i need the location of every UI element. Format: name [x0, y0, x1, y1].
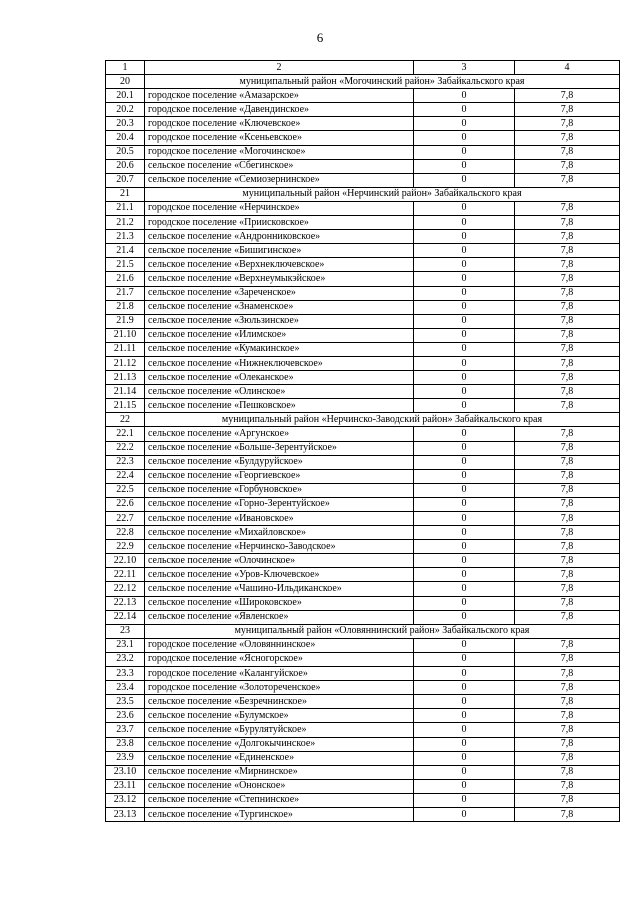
settlement-name-cell: городское поселение «Амазарское» [145, 89, 414, 103]
table-row [106, 272, 620, 286]
table-row [106, 709, 620, 723]
table-header-row [106, 61, 620, 75]
row-number-cell: 23.13 [106, 807, 145, 821]
row-number-cell: 23.10 [106, 765, 145, 779]
table-row [106, 540, 620, 554]
settlement-name-cell: сельское поселение «Семиозернинское» [145, 173, 414, 187]
value-cell-3: 0 [414, 638, 515, 652]
value-cell-3: 0 [414, 483, 515, 497]
value-cell-3: 0 [414, 723, 515, 737]
settlement-name-cell: сельское поселение «Олинское» [145, 385, 414, 399]
table-row [106, 483, 620, 497]
value-cell-3: 0 [414, 103, 515, 117]
value-cell-3: 0 [414, 582, 515, 596]
table-row [106, 356, 620, 370]
value-cell-4: 7,8 [515, 568, 620, 582]
value-cell-4: 7,8 [515, 117, 620, 131]
settlement-name-cell: сельское поселение «Илимское» [145, 328, 414, 342]
settlement-name-cell: сельское поселение «Олочинское» [145, 554, 414, 568]
value-cell-4: 7,8 [515, 469, 620, 483]
table-row [106, 371, 620, 385]
row-number-cell: 21.9 [106, 314, 145, 328]
table-row [106, 681, 620, 695]
row-number-cell: 22.5 [106, 483, 145, 497]
value-cell-4: 7,8 [515, 737, 620, 751]
value-cell-4: 7,8 [515, 807, 620, 821]
value-cell-3: 0 [414, 681, 515, 695]
table-row [106, 723, 620, 737]
table-row [106, 751, 620, 765]
settlement-name-cell: городское поселение «Ключевское» [145, 117, 414, 131]
table-row [106, 582, 620, 596]
district-row [106, 187, 620, 201]
settlement-name-cell: сельское поселение «Больше-Зерентуйское» [145, 441, 414, 455]
value-cell-3: 0 [414, 89, 515, 103]
value-cell-4: 7,8 [515, 399, 620, 413]
value-cell-3: 0 [414, 159, 515, 173]
value-cell-4: 7,8 [515, 441, 620, 455]
settlement-name-cell: городское поселение «Приисковское» [145, 216, 414, 230]
settlement-name-cell: сельское поселение «Кумакинское» [145, 342, 414, 356]
value-cell-4: 7,8 [515, 230, 620, 244]
value-cell-3: 0 [414, 216, 515, 230]
value-cell-4: 7,8 [515, 258, 620, 272]
value-cell-3: 0 [414, 793, 515, 807]
settlement-name-cell: сельское поселение «Нерчинско-Заводское» [145, 540, 414, 554]
value-cell-4: 7,8 [515, 145, 620, 159]
value-cell-4: 7,8 [515, 371, 620, 385]
settlement-name-cell: городское поселение «Ясногорское» [145, 652, 414, 666]
value-cell-3: 0 [414, 765, 515, 779]
value-cell-3: 0 [414, 300, 515, 314]
row-number-cell: 21 [106, 187, 145, 201]
row-number-cell: 23.7 [106, 723, 145, 737]
settlement-name-cell: сельское поселение «Безречнинское» [145, 695, 414, 709]
value-cell-4: 7,8 [515, 667, 620, 681]
value-cell-3: 0 [414, 610, 515, 624]
row-number-cell: 20.2 [106, 103, 145, 117]
table-row [106, 469, 620, 483]
table-row [106, 300, 620, 314]
value-cell-3: 0 [414, 272, 515, 286]
row-number-cell: 21.5 [106, 258, 145, 272]
table-row [106, 652, 620, 666]
row-number-cell: 23.11 [106, 779, 145, 793]
row-number-cell: 20.5 [106, 145, 145, 159]
table-row [106, 173, 620, 187]
row-number-cell: 22.3 [106, 455, 145, 469]
table-row [106, 807, 620, 821]
value-cell-4: 7,8 [515, 342, 620, 356]
row-number-cell: 23.8 [106, 737, 145, 751]
table-row [106, 497, 620, 511]
table-row [106, 526, 620, 540]
table-row [106, 568, 620, 582]
value-cell-3: 0 [414, 371, 515, 385]
value-cell-3: 0 [414, 751, 515, 765]
settlement-name-cell: сельское поселение «Ивановское» [145, 512, 414, 526]
row-number-cell: 22.1 [106, 427, 145, 441]
value-cell-3: 0 [414, 512, 515, 526]
value-cell-3: 0 [414, 117, 515, 131]
settlement-name-cell: сельское поселение «Булумское» [145, 709, 414, 723]
value-cell-3: 0 [414, 441, 515, 455]
value-cell-4: 7,8 [515, 216, 620, 230]
settlement-name-cell: сельское поселение «Верхнеключевское» [145, 258, 414, 272]
settlement-name-cell: сельское поселение «Чашино-Ильдиканское» [145, 582, 414, 596]
value-cell-3: 0 [414, 258, 515, 272]
value-cell-4: 7,8 [515, 159, 620, 173]
table-row [106, 610, 620, 624]
value-cell-3: 0 [414, 497, 515, 511]
table-row [106, 596, 620, 610]
value-cell-3: 0 [414, 385, 515, 399]
value-cell-4: 7,8 [515, 272, 620, 286]
value-cell-3: 0 [414, 427, 515, 441]
table-row [106, 779, 620, 793]
settlement-name-cell: городское поселение «Золотореченское» [145, 681, 414, 695]
value-cell-3: 0 [414, 568, 515, 582]
table-row [106, 737, 620, 751]
settlement-name-cell: сельское поселение «Георгиевское» [145, 469, 414, 483]
table-row [106, 103, 620, 117]
table-row [106, 342, 620, 356]
table-row [106, 455, 620, 469]
row-number-cell: 23.4 [106, 681, 145, 695]
value-cell-3: 0 [414, 737, 515, 751]
table-row [106, 159, 620, 173]
value-cell-4: 7,8 [515, 751, 620, 765]
district-name-cell: муниципальный район «Нерчинский район» Забайкальского края [145, 187, 620, 201]
row-number-cell: 21.4 [106, 244, 145, 258]
table-row [106, 765, 620, 779]
value-cell-3: 0 [414, 554, 515, 568]
value-cell-4: 7,8 [515, 596, 620, 610]
row-number-cell: 21.3 [106, 230, 145, 244]
district-name-cell: муниципальный район «Могочинский район» Забайкальского края [145, 75, 620, 89]
row-number-cell: 21.6 [106, 272, 145, 286]
value-cell-4: 7,8 [515, 244, 620, 258]
settlement-name-cell: сельское поселение «Зюльзинское» [145, 314, 414, 328]
row-number-cell: 23.5 [106, 695, 145, 709]
row-number-cell: 22.12 [106, 582, 145, 596]
settlements-table [105, 60, 620, 822]
settlement-name-cell: сельское поселение «Зареченское» [145, 286, 414, 300]
row-number-cell: 23.9 [106, 751, 145, 765]
table-row [106, 441, 620, 455]
table-row [106, 385, 620, 399]
value-cell-4: 7,8 [515, 455, 620, 469]
value-cell-3: 0 [414, 244, 515, 258]
table-row [106, 216, 620, 230]
row-number-cell: 20.7 [106, 173, 145, 187]
settlement-name-cell: сельское поселение «Булдуруйское» [145, 455, 414, 469]
row-number-cell: 22.7 [106, 512, 145, 526]
row-number-cell: 20.1 [106, 89, 145, 103]
table-row [106, 512, 620, 526]
row-number-cell: 23.2 [106, 652, 145, 666]
row-number-cell: 22.4 [106, 469, 145, 483]
row-number-cell: 20.6 [106, 159, 145, 173]
settlement-name-cell: сельское поселение «Бишигинское» [145, 244, 414, 258]
column-header: 4 [515, 61, 620, 75]
value-cell-4: 7,8 [515, 131, 620, 145]
settlement-name-cell: сельское поселение «Степнинское» [145, 793, 414, 807]
table-row [106, 230, 620, 244]
table-row [106, 244, 620, 258]
row-number-cell: 21.12 [106, 356, 145, 370]
row-number-cell: 21.11 [106, 342, 145, 356]
value-cell-4: 7,8 [515, 793, 620, 807]
settlement-name-cell: сельское поселение «Сбегинское» [145, 159, 414, 173]
row-number-cell: 22.9 [106, 540, 145, 554]
row-number-cell: 23.6 [106, 709, 145, 723]
column-header: 2 [145, 61, 414, 75]
value-cell-4: 7,8 [515, 709, 620, 723]
table-row [106, 314, 620, 328]
value-cell-3: 0 [414, 356, 515, 370]
value-cell-4: 7,8 [515, 103, 620, 117]
row-number-cell: 21.15 [106, 399, 145, 413]
table-body [106, 75, 620, 822]
table-row [106, 667, 620, 681]
settlement-name-cell: городское поселение «Нерчинское» [145, 201, 414, 215]
column-header: 1 [106, 61, 145, 75]
row-number-cell: 21.7 [106, 286, 145, 300]
row-number-cell: 20 [106, 75, 145, 89]
value-cell-3: 0 [414, 286, 515, 300]
settlement-name-cell: сельское поселение «Аргунское» [145, 427, 414, 441]
district-name-cell: муниципальный район «Нерчинско-Заводский район» Забайкальского края [145, 413, 620, 427]
settlement-name-cell: сельское поселение «Андронниковское» [145, 230, 414, 244]
value-cell-3: 0 [414, 145, 515, 159]
value-cell-4: 7,8 [515, 540, 620, 554]
page-number: 6 [316, 30, 324, 45]
settlement-name-cell: сельское поселение «Долгокычинское» [145, 737, 414, 751]
value-cell-4: 7,8 [515, 356, 620, 370]
table-row [106, 793, 620, 807]
value-cell-3: 0 [414, 173, 515, 187]
value-cell-3: 0 [414, 540, 515, 554]
settlement-name-cell: городское поселение «Могочинское» [145, 145, 414, 159]
value-cell-4: 7,8 [515, 652, 620, 666]
row-number-cell: 21.13 [106, 371, 145, 385]
value-cell-4: 7,8 [515, 695, 620, 709]
row-number-cell: 21.2 [106, 216, 145, 230]
settlement-name-cell: городское поселение «Калангуйское» [145, 667, 414, 681]
row-number-cell: 20.3 [106, 117, 145, 131]
value-cell-3: 0 [414, 526, 515, 540]
value-cell-4: 7,8 [515, 385, 620, 399]
settlement-name-cell: сельское поселение «Горбуновское» [145, 483, 414, 497]
settlement-name-cell: сельское поселение «Ононское» [145, 779, 414, 793]
row-number-cell: 21.1 [106, 201, 145, 215]
row-number-cell: 21.8 [106, 300, 145, 314]
value-cell-3: 0 [414, 652, 515, 666]
value-cell-3: 0 [414, 695, 515, 709]
row-number-cell: 23.1 [106, 638, 145, 652]
value-cell-3: 0 [414, 469, 515, 483]
value-cell-4: 7,8 [515, 765, 620, 779]
value-cell-3: 0 [414, 779, 515, 793]
value-cell-3: 0 [414, 667, 515, 681]
value-cell-4: 7,8 [515, 779, 620, 793]
table-row [106, 328, 620, 342]
value-cell-4: 7,8 [515, 582, 620, 596]
row-number-cell: 22.6 [106, 497, 145, 511]
value-cell-3: 0 [414, 328, 515, 342]
value-cell-4: 7,8 [515, 89, 620, 103]
settlement-name-cell: сельское поселение «Нижнеключевское» [145, 356, 414, 370]
value-cell-3: 0 [414, 455, 515, 469]
row-number-cell: 22.10 [106, 554, 145, 568]
table-row [106, 695, 620, 709]
value-cell-4: 7,8 [515, 638, 620, 652]
table-row [106, 554, 620, 568]
table-row [106, 399, 620, 413]
value-cell-4: 7,8 [515, 483, 620, 497]
value-cell-4: 7,8 [515, 497, 620, 511]
table-row [106, 117, 620, 131]
value-cell-3: 0 [414, 399, 515, 413]
settlement-name-cell: сельское поселение «Единенское» [145, 751, 414, 765]
column-header: 3 [414, 61, 515, 75]
settlement-name-cell: сельское поселение «Мирнинское» [145, 765, 414, 779]
value-cell-4: 7,8 [515, 526, 620, 540]
table-row [106, 145, 620, 159]
row-number-cell: 22.11 [106, 568, 145, 582]
district-name-cell: муниципальный район «Оловяннинский район» Забайкальского края [145, 624, 620, 638]
table-row [106, 427, 620, 441]
settlement-name-cell: сельское поселение «Уров-Ключевское» [145, 568, 414, 582]
table-row [106, 131, 620, 145]
settlement-name-cell: городское поселение «Ксеньевское» [145, 131, 414, 145]
settlement-name-cell: сельское поселение «Олеканское» [145, 371, 414, 385]
settlement-name-cell: сельское поселение «Явленское» [145, 610, 414, 624]
value-cell-4: 7,8 [515, 681, 620, 695]
value-cell-4: 7,8 [515, 328, 620, 342]
settlement-name-cell: сельское поселение «Горно-Зерентуйское» [145, 497, 414, 511]
table-row [106, 258, 620, 272]
value-cell-3: 0 [414, 314, 515, 328]
row-number-cell: 21.10 [106, 328, 145, 342]
value-cell-4: 7,8 [515, 286, 620, 300]
value-cell-4: 7,8 [515, 512, 620, 526]
value-cell-3: 0 [414, 342, 515, 356]
row-number-cell: 23.12 [106, 793, 145, 807]
row-number-cell: 22.8 [106, 526, 145, 540]
table-row [106, 89, 620, 103]
value-cell-3: 0 [414, 230, 515, 244]
row-number-cell: 22.13 [106, 596, 145, 610]
value-cell-3: 0 [414, 709, 515, 723]
value-cell-4: 7,8 [515, 427, 620, 441]
value-cell-3: 0 [414, 596, 515, 610]
value-cell-3: 0 [414, 807, 515, 821]
district-row [106, 624, 620, 638]
row-number-cell: 20.4 [106, 131, 145, 145]
settlement-name-cell: городское поселение «Давендинское» [145, 103, 414, 117]
settlement-name-cell: сельское поселение «Верхнеумыкэйское» [145, 272, 414, 286]
value-cell-4: 7,8 [515, 300, 620, 314]
settlement-name-cell: сельское поселение «Михайловское» [145, 526, 414, 540]
table-row [106, 286, 620, 300]
value-cell-4: 7,8 [515, 610, 620, 624]
settlement-name-cell: городское поселение «Оловяннинское» [145, 638, 414, 652]
settlement-name-cell: сельское поселение «Пешковское» [145, 399, 414, 413]
district-row [106, 75, 620, 89]
row-number-cell: 22.14 [106, 610, 145, 624]
district-row [106, 413, 620, 427]
value-cell-4: 7,8 [515, 554, 620, 568]
row-number-cell: 23.3 [106, 667, 145, 681]
row-number-cell: 21.14 [106, 385, 145, 399]
value-cell-4: 7,8 [515, 201, 620, 215]
value-cell-4: 7,8 [515, 723, 620, 737]
value-cell-3: 0 [414, 131, 515, 145]
settlement-name-cell: сельское поселение «Знаменское» [145, 300, 414, 314]
settlement-name-cell: сельское поселение «Тургинское» [145, 807, 414, 821]
table-row [106, 201, 620, 215]
table-row [106, 638, 620, 652]
row-number-cell: 22 [106, 413, 145, 427]
value-cell-4: 7,8 [515, 173, 620, 187]
row-number-cell: 22.2 [106, 441, 145, 455]
settlement-name-cell: сельское поселение «Бурулятуйское» [145, 723, 414, 737]
settlement-name-cell: сельское поселение «Широковское» [145, 596, 414, 610]
value-cell-3: 0 [414, 201, 515, 215]
row-number-cell: 23 [106, 624, 145, 638]
value-cell-4: 7,8 [515, 314, 620, 328]
